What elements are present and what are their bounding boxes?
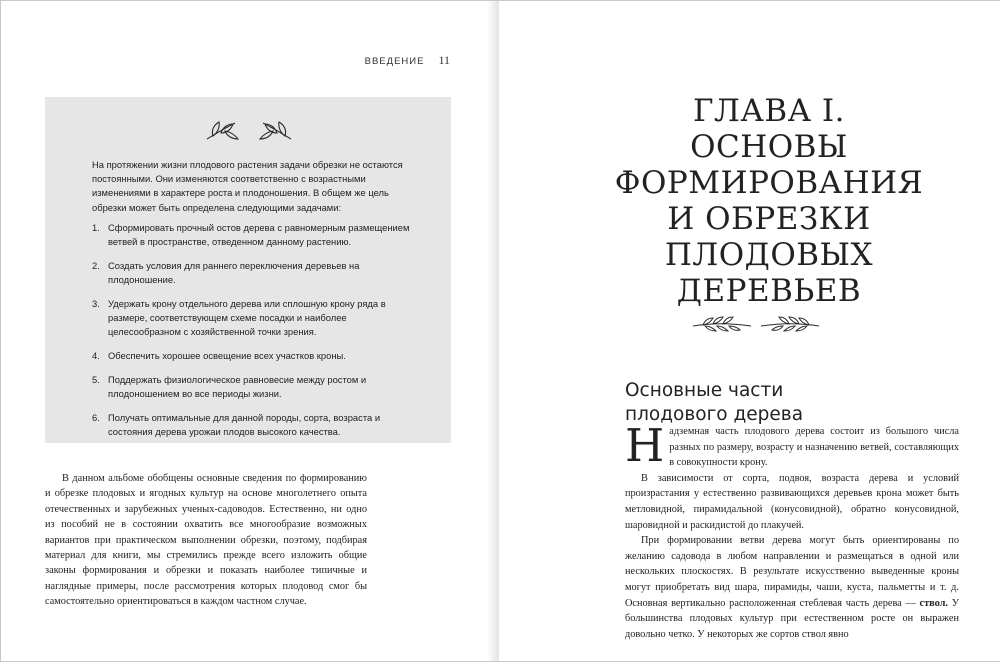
section-title-line: плодового дерева <box>625 404 804 425</box>
body-paragraph <box>625 533 959 642</box>
chapter-title-line: ФОРМИРОВАНИЯ <box>614 165 924 201</box>
leaf-sprigs-icon <box>205 119 293 141</box>
paragraph-text: адземная часть плодового дерева состоит из большого числа разных по размеру, возрасту и назначению ветвей, составляющих в совокупности крону. <box>669 426 959 469</box>
sidebar-intro: На протяжении жизни плодового растения задачи обрезки не остаются постоянными. Они изменяются соответственно с возрастными изменениями в характере роста и плодоношения. В общем же цель обрезки может быть определена следующими задачами: <box>92 159 403 213</box>
body-paragraph: В зависимости от сорта, подвоя, возраста дерева и условий произрастания у естественно развивающихся деревьев крона может быть метловидной, пирамидальной (конусовидной), обратно конусовидной, шаровидной и раскидистой до плакучей. <box>625 472 959 531</box>
leaf-branches-icon <box>691 314 821 334</box>
section-title <box>625 379 885 427</box>
body-text <box>625 419 959 642</box>
running-head-label: ВВЕДЕНИЕ <box>364 56 425 67</box>
chapter-title <box>559 93 979 309</box>
list-item-number: 4. <box>92 350 100 362</box>
list-item-text: Поддержать физиологическое равновесие между ростом и плодоношением во все периоды жизни. <box>108 374 367 400</box>
tasks-list <box>92 221 412 449</box>
list-item <box>92 411 412 439</box>
list-item <box>92 297 412 340</box>
chapter-title-line: И ОБРЕЗКИ ПЛОДОВЫХ <box>664 201 874 273</box>
list-item <box>92 373 412 401</box>
section-title-line: Основные части <box>625 380 784 401</box>
list-item <box>92 259 412 287</box>
paragraph-text: При формировании ветви дерева могут быть ориентированы по желанию садовода в любом направлении и размещаться в одной или нескольких плоскостях. В результате искусственно выведенные кроны могут приобретать вид шара, пирамиды, чаши, куста, пальметты и т. д. Основная вертикально расположенная стеблевая часть дерева — <box>625 535 959 609</box>
list-item <box>92 221 412 249</box>
list-item-number: 3. <box>92 298 100 309</box>
list-item-text: Создать условия для раннего переключения деревьев на плодоношение. <box>108 260 360 286</box>
list-item-text: Сформировать прочный остов дерева с равномерным размещением ветвей в пространстве, отведенном данному растению. <box>108 222 410 248</box>
chapter-title-line: ОСНОВЫ <box>690 129 848 165</box>
left-page <box>1 1 497 661</box>
page-number: 11 <box>438 53 450 67</box>
list-item-number: 1. <box>92 222 100 233</box>
body-paragraph <box>625 419 959 472</box>
list-item-text: Получать оптимальные для данной породы, сорта, возраста и состояния дерева урожаи плодов высокого качества. <box>108 412 381 438</box>
body-paragraph: В данном альбоме обобщены основные сведения по формированию и обрезке плодовых и ягодных культур на основе многолетнего опыта отечественных и зарубежных ученых-садоводов. Естественно, ни одно из пособий не в состоянии охватить все многообразие возможных вариантов при практическом выполнении обрезки, поэтому, подбирая материал для книги, мы стремились прежде всего изложить общие законы формирования и обрезки и показать наиболее типичные и наглядные примеры, после рассмотрения которых плодовод смог бы самостоятельно ориентироваться в каждом частном случае. <box>45 473 367 608</box>
chapter-title-line: ДЕРЕВЬЕВ <box>676 273 862 309</box>
list-item-number: 5. <box>92 374 100 385</box>
sidebar-box <box>45 97 451 443</box>
list-item-text: Обеспечить хорошее освещение всех участков кроны. <box>108 350 346 362</box>
bold-term: ствол. <box>919 597 948 609</box>
chapter-title-line: ГЛАВА I. <box>692 93 846 129</box>
drop-cap: Н <box>625 419 665 472</box>
paragraph-text: У большинства плодовых культур при естественном росте он выражен довольно четко. У некоторых же сортов ствол явно <box>625 597 959 640</box>
running-head <box>365 53 450 68</box>
right-page <box>499 1 1000 661</box>
list-item <box>92 349 412 363</box>
list-item-number: 2. <box>92 260 100 271</box>
list-item-number: 6. <box>92 412 100 423</box>
list-item-text: Удержать крону отдельного дерева или сплошную крону ряда в размере, соответствующем схеме посадки и наиболее целесообразном с хозяйственной точки зрения. <box>108 298 386 338</box>
